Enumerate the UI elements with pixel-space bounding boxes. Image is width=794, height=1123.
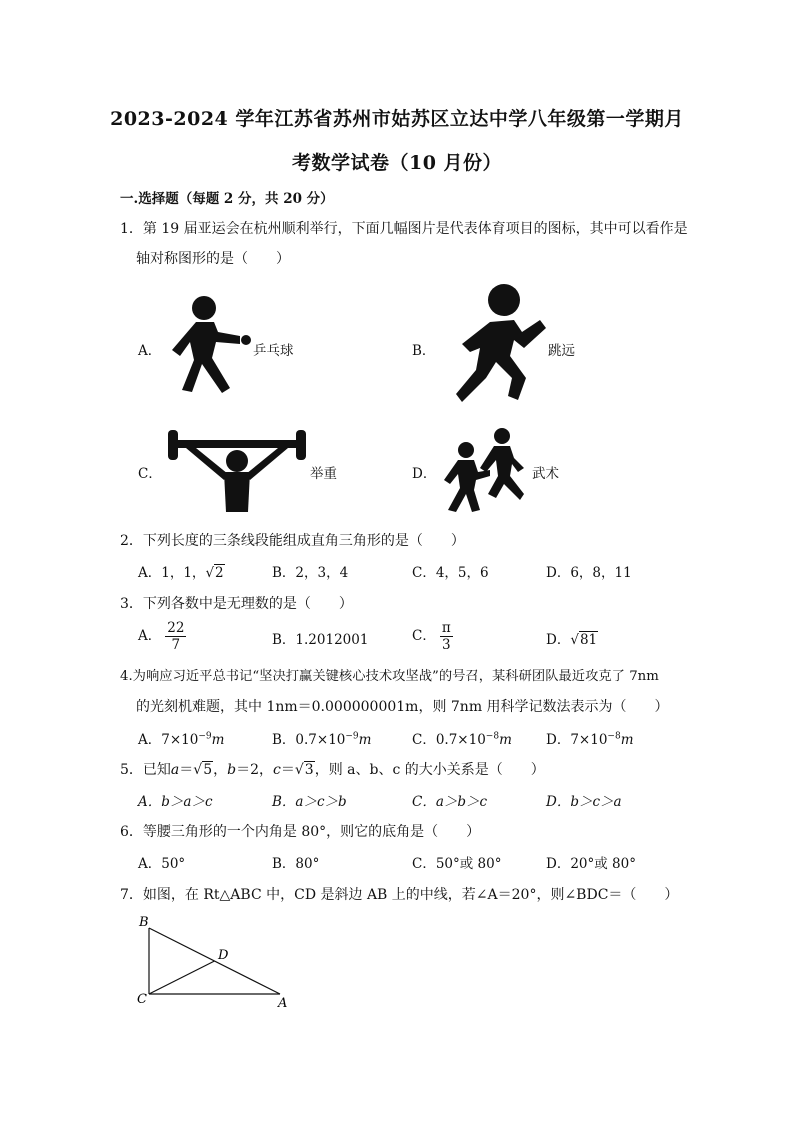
q5-option-d: D．b＞c＞a [546, 794, 622, 810]
q7-stem: 7．如图，在 Rt△ABC 中，CD 是斜边 AB 上的中线，若∠A＝20°，则∠BDC＝（ ） [120, 887, 679, 903]
q3-option-a-denominator: 7 [171, 637, 181, 653]
q1-option-a-letter: A． [138, 343, 162, 359]
martial-arts-pictogram-icon [440, 428, 532, 514]
q5-radicand-a: 5 [203, 762, 213, 778]
q4-option-d-unit: m [620, 732, 634, 748]
q1-option-c-letter: C． [138, 466, 162, 482]
q5-stem [120, 759, 545, 779]
q3-option-c-denominator: 3 [441, 637, 451, 653]
q3-option-d-radicand: 81 [579, 632, 598, 648]
q1-option-b-label: 跳远 [548, 343, 575, 359]
exam-title-line2: 考数学试卷（10 月份） [291, 152, 503, 174]
sqrt-symbol: √81 [570, 632, 598, 648]
q3-option-c-numerator: π [441, 620, 451, 636]
q5-stem-prefix: 5．已知 [120, 762, 171, 778]
q5-option-c: C．a＞b＞c [412, 794, 488, 810]
q3-option-d [546, 628, 598, 648]
q3-option-d-letter: D． [546, 632, 571, 648]
q4-option-c [412, 728, 512, 748]
q4-option-a [138, 728, 224, 748]
q6-option-b: B．80° [272, 856, 320, 872]
q2-option-a-radicand: 2 [215, 565, 224, 581]
sqrt-symbol: √3 [294, 762, 314, 778]
q5-eq1: ＝ [179, 762, 194, 778]
ping-pong-pictogram-icon [160, 292, 260, 398]
q2-option-c: C．4，5，6 [412, 565, 489, 581]
q4-option-a-unit: m [211, 732, 225, 748]
q6-option-a: A．50° [138, 856, 186, 872]
q4-option-b [272, 728, 371, 748]
q3-option-a-numerator: 22 [167, 620, 185, 636]
q4-stem-line1: 4.为响应习近平总书记“坚决打赢关键核心技术攻坚战”的号召，某科研团队最近攻克了 7nm [120, 669, 659, 684]
right-triangle-figure [130, 910, 300, 1010]
vertex-label-a: A [278, 996, 288, 1011]
q5-var-a: a [170, 762, 180, 778]
exam-title-line1: 2023-2024 学年江苏省苏州市姑苏区立达中学八年级第一学期月 [110, 108, 684, 130]
q6-option-c: C．50°或 80° [412, 856, 502, 872]
q4-option-c-exponent: −8 [485, 731, 500, 742]
q4-stem-line2: 的光刻机难题，其中 1nm＝0.000000001m，则 7nm 用科学记数法表示为（ ） [136, 699, 669, 715]
q4-option-c-base: C．0.7×10 [412, 732, 486, 748]
q5-radicand-c: 3 [304, 762, 314, 778]
q1-stem-line2: 轴对称图形的是（ ） [136, 251, 290, 267]
q6-stem: 6．等腰三角形的一个内角是 80°，则它的底角是（ ） [120, 824, 481, 840]
q4-option-b-unit: m [358, 732, 372, 748]
vertex-label-c: C [137, 992, 147, 1007]
q3-option-c [412, 620, 453, 653]
q2-option-a-text: A．1，1， [138, 565, 206, 581]
q1-option-c-label: 举重 [310, 466, 337, 482]
q2-option-a [138, 561, 225, 581]
q5-eq3: ＝ [280, 762, 295, 778]
q2-option-b: B．2，3，4 [272, 565, 349, 581]
q5-eq2: ＝2， [236, 762, 274, 778]
q4-option-a-exponent: −9 [198, 731, 212, 742]
q3-option-a-letter: A． [138, 628, 162, 644]
q1-option-d-letter: D． [412, 466, 437, 482]
q6-option-d: D．20°或 80° [546, 856, 636, 872]
q3-option-a-fraction [165, 620, 186, 653]
q3-option-b: B．1.2012001 [272, 632, 369, 648]
q5-var-b: b [227, 762, 237, 778]
q4-option-b-exponent: −9 [345, 731, 359, 742]
vertex-label-b: B [139, 915, 149, 930]
section-heading: 一.选择题（每题 2 分，共 20 分） [120, 191, 334, 207]
q1-option-d-label: 武术 [532, 466, 559, 482]
q3-option-c-fraction [440, 620, 453, 653]
q1-option-a-label: 乒乓球 [253, 343, 294, 359]
q3-option-a [138, 620, 186, 653]
q4-option-c-unit: m [499, 732, 512, 748]
point-label-d: D [218, 948, 229, 963]
q4-option-a-base: A．7×10 [138, 732, 199, 748]
q5-sep: ， [213, 762, 228, 778]
q5-var-c: c [273, 762, 281, 778]
sqrt-symbol: √2 [205, 565, 224, 581]
q5-option-a: A．b＞a＞c [138, 794, 213, 810]
median-cd [149, 961, 215, 994]
q4-option-b-base: B．0.7×10 [272, 732, 346, 748]
sqrt-symbol: √5 [193, 762, 213, 778]
q4-option-d-base: D．7×10 [546, 732, 608, 748]
q4-option-d-exponent: −8 [607, 731, 621, 742]
q1-stem-line1: 1．第 19 届亚运会在杭州顺利举行，下面几幅图片是代表体育项目的图标，其中可以看作是 [120, 221, 688, 237]
q3-option-c-letter: C． [412, 628, 436, 644]
weightlifting-pictogram-icon [166, 428, 308, 514]
long-jump-pictogram-icon [452, 282, 548, 404]
q3-stem: 3．下列各数中是无理数的是（ ） [120, 596, 353, 612]
q2-option-d: D．6，8，11 [546, 565, 632, 581]
q2-stem: 2．下列长度的三条线段能组成直角三角形的是（ ） [120, 533, 465, 549]
q4-option-d [546, 728, 634, 748]
q5-option-b: B．a＞c＞b [272, 794, 347, 810]
q5-stem-suffix: ，则 a、b、c 的大小关系是（ ） [314, 762, 545, 778]
q1-option-b-letter: B． [412, 343, 436, 359]
